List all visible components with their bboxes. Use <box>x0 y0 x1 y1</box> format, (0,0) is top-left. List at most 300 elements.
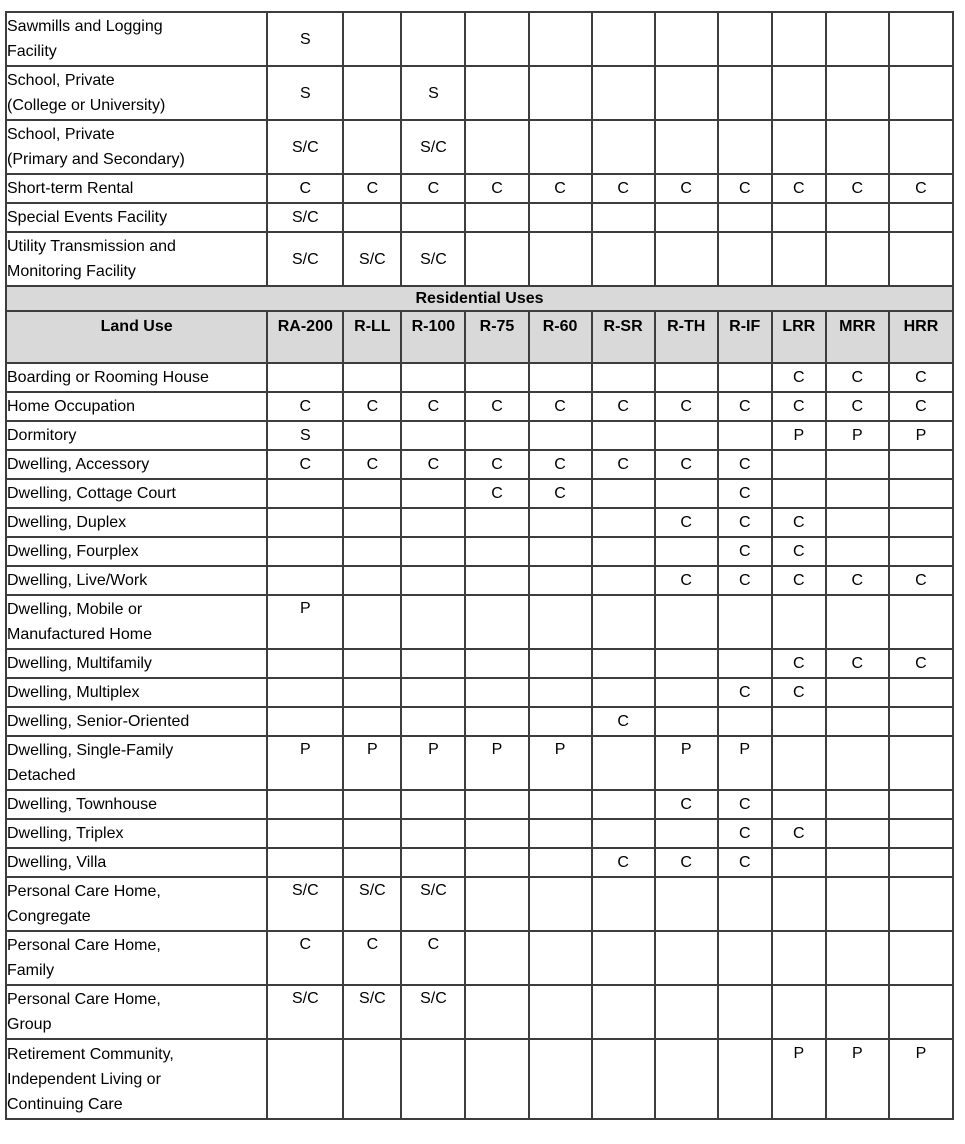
permission-cell <box>529 985 592 1039</box>
permission-cell <box>826 450 889 479</box>
land-use-cell <box>6 66 267 120</box>
permission-cell <box>343 707 401 736</box>
land-use-cell <box>6 421 267 450</box>
permission-cell <box>718 649 772 678</box>
permission-cell <box>826 678 889 707</box>
permission-cell <box>465 985 528 1039</box>
permission-cell: C <box>267 450 343 479</box>
land-use-cell <box>6 479 267 508</box>
permission-cell <box>718 12 772 66</box>
permission-cell <box>592 595 655 649</box>
permission-cell: C <box>889 649 953 678</box>
permission-cell <box>826 66 889 120</box>
permission-cell: C <box>401 174 465 203</box>
permission-cell <box>826 707 889 736</box>
permission-cell <box>826 790 889 819</box>
permission-cell <box>529 66 592 120</box>
permission-cell <box>465 877 528 931</box>
land-use-cell <box>6 819 267 848</box>
permission-cell <box>718 985 772 1039</box>
permission-cell: C <box>772 508 826 537</box>
permission-cell <box>592 931 655 985</box>
table-row <box>6 66 953 120</box>
permission-cell <box>465 819 528 848</box>
permission-cell: S <box>401 66 465 120</box>
land-use-label-line: Dwelling, Duplex <box>7 514 127 531</box>
permission-cell: C <box>655 790 718 819</box>
permission-cell <box>826 736 889 790</box>
permission-cell: P <box>529 736 592 790</box>
permission-cell <box>655 595 718 649</box>
permission-cell: C <box>592 707 655 736</box>
permission-cell: C <box>529 174 592 203</box>
permission-cell <box>343 66 401 120</box>
permission-cell <box>529 707 592 736</box>
permission-cell <box>826 819 889 848</box>
permission-cell <box>655 120 718 174</box>
permission-cell <box>267 678 343 707</box>
column-header: R-SR <box>592 311 655 363</box>
permission-cell <box>592 790 655 819</box>
land-use-cell <box>6 392 267 421</box>
column-header: MRR <box>826 311 889 363</box>
permission-cell <box>529 508 592 537</box>
permission-cell: S/C <box>343 232 401 286</box>
land-use-cell <box>6 985 267 1039</box>
permission-cell: C <box>718 450 772 479</box>
permission-cell: C <box>655 848 718 877</box>
permission-cell <box>592 566 655 595</box>
permission-cell <box>889 232 953 286</box>
land-use-cell <box>6 537 267 566</box>
permission-cell <box>592 363 655 392</box>
permission-cell: C <box>655 392 718 421</box>
permission-cell <box>889 819 953 848</box>
table-row <box>6 479 953 508</box>
permission-cell <box>655 678 718 707</box>
permission-cell: C <box>401 450 465 479</box>
permission-cell: C <box>401 931 465 985</box>
permission-cell: P <box>267 736 343 790</box>
permission-cell: C <box>772 174 826 203</box>
permission-cell: C <box>718 537 772 566</box>
permission-cell: C <box>772 392 826 421</box>
table-row <box>6 203 953 232</box>
permission-cell <box>529 595 592 649</box>
permission-cell: C <box>772 363 826 392</box>
permission-cell <box>529 363 592 392</box>
table-row <box>6 790 953 819</box>
land-use-cell <box>6 450 267 479</box>
table-row <box>6 232 953 286</box>
permission-cell: C <box>718 790 772 819</box>
land-use-label-line: Dwelling, Single-Family <box>7 742 174 759</box>
permission-cell <box>889 678 953 707</box>
permission-cell <box>401 819 465 848</box>
table-row <box>6 595 953 649</box>
permission-cell <box>267 819 343 848</box>
land-use-cell <box>6 678 267 707</box>
permission-cell: C <box>529 450 592 479</box>
permission-cell: C <box>718 819 772 848</box>
land-use-label-line: Special Events Facility <box>7 209 168 226</box>
permission-cell <box>465 203 528 232</box>
table-row <box>6 678 953 707</box>
permission-cell: C <box>267 392 343 421</box>
permission-cell <box>592 203 655 232</box>
permission-cell: C <box>343 450 401 479</box>
section-row <box>6 286 953 311</box>
permission-cell: C <box>718 508 772 537</box>
land-use-cell <box>6 649 267 678</box>
permission-cell: C <box>889 363 953 392</box>
land-use-cell <box>6 595 267 649</box>
permission-cell <box>267 537 343 566</box>
table-body-residential <box>6 363 953 1119</box>
permission-cell <box>826 12 889 66</box>
table-row <box>6 707 953 736</box>
permission-cell: C <box>772 649 826 678</box>
permission-cell <box>889 537 953 566</box>
permission-cell <box>592 232 655 286</box>
permission-cell: P <box>401 736 465 790</box>
land-use-label-line: Dwelling, Townhouse <box>7 796 158 813</box>
land-use-cell <box>6 566 267 595</box>
permission-cell <box>343 363 401 392</box>
permission-cell <box>401 363 465 392</box>
permission-cell: C <box>267 931 343 985</box>
permission-cell: S/C <box>343 877 401 931</box>
land-use-cell <box>6 508 267 537</box>
permission-cell <box>465 66 528 120</box>
permission-cell <box>718 203 772 232</box>
permission-cell <box>465 120 528 174</box>
permission-cell <box>592 678 655 707</box>
permission-cell <box>826 203 889 232</box>
permission-cell <box>465 678 528 707</box>
permission-cell <box>889 66 953 120</box>
permission-cell <box>343 12 401 66</box>
permission-cell <box>267 1039 343 1119</box>
permission-cell <box>772 790 826 819</box>
permission-cell <box>267 363 343 392</box>
permission-cell <box>401 508 465 537</box>
permission-cell <box>826 232 889 286</box>
land-use-cell <box>6 931 267 985</box>
permission-cell: C <box>772 566 826 595</box>
land-use-cell <box>6 736 267 790</box>
permission-cell <box>826 931 889 985</box>
permission-cell <box>592 877 655 931</box>
permission-cell <box>826 120 889 174</box>
permission-cell <box>772 848 826 877</box>
permission-cell <box>826 508 889 537</box>
permission-cell <box>592 537 655 566</box>
permission-cell <box>655 819 718 848</box>
permission-cell <box>889 120 953 174</box>
permission-cell <box>655 707 718 736</box>
permission-cell <box>889 508 953 537</box>
permission-cell: S/C <box>267 877 343 931</box>
table-row <box>6 392 953 421</box>
permission-cell <box>529 203 592 232</box>
permission-cell <box>655 537 718 566</box>
table-row <box>6 12 953 66</box>
permission-cell: S/C <box>401 232 465 286</box>
permission-cell: C <box>343 931 401 985</box>
permission-cell <box>401 537 465 566</box>
land-use-label-line: Dwelling, Triplex <box>7 825 124 842</box>
table-row <box>6 566 953 595</box>
permission-cell <box>401 707 465 736</box>
permission-cell: S/C <box>343 985 401 1039</box>
permission-cell <box>718 421 772 450</box>
permission-cell <box>655 421 718 450</box>
permission-cell <box>718 707 772 736</box>
land-use-label-line: Boarding or Rooming House <box>7 369 209 386</box>
permission-cell <box>592 985 655 1039</box>
permission-cell <box>465 232 528 286</box>
permission-cell: P <box>772 1039 826 1119</box>
column-header: R-60 <box>529 311 592 363</box>
permission-cell <box>401 595 465 649</box>
permission-cell <box>592 649 655 678</box>
column-header: R-75 <box>465 311 528 363</box>
permission-cell <box>343 819 401 848</box>
permission-cell: S/C <box>267 232 343 286</box>
permission-cell: P <box>718 736 772 790</box>
permission-cell <box>267 566 343 595</box>
permission-cell: C <box>592 392 655 421</box>
permission-cell <box>401 1039 465 1119</box>
land-use-label-line: Group <box>7 1016 52 1033</box>
permission-cell <box>889 848 953 877</box>
permission-cell <box>889 12 953 66</box>
permission-cell: C <box>889 566 953 595</box>
land-use-label-line: Sawmills and Logging <box>7 18 163 35</box>
land-use-label-line: (Primary and Secondary) <box>7 151 185 168</box>
permission-cell: C <box>529 392 592 421</box>
permission-cell <box>401 790 465 819</box>
land-use-cell <box>6 1039 267 1119</box>
permission-cell: P <box>826 421 889 450</box>
permission-cell: C <box>592 450 655 479</box>
permission-cell: P <box>267 595 343 649</box>
permission-cell <box>772 931 826 985</box>
permission-cell <box>529 931 592 985</box>
permission-cell: C <box>401 392 465 421</box>
permission-cell <box>529 421 592 450</box>
permission-cell <box>826 848 889 877</box>
permission-cell <box>343 566 401 595</box>
permission-cell: C <box>772 678 826 707</box>
permission-cell: C <box>718 392 772 421</box>
permission-cell: C <box>826 363 889 392</box>
permission-cell: C <box>718 678 772 707</box>
land-use-label-line: Dwelling, Fourplex <box>7 543 139 560</box>
column-header-row <box>6 311 953 363</box>
permission-cell <box>465 707 528 736</box>
table-row <box>6 848 953 877</box>
permission-cell: C <box>826 649 889 678</box>
permission-cell <box>655 232 718 286</box>
permission-cell <box>772 877 826 931</box>
land-use-label-line: Dwelling, Cottage Court <box>7 485 176 502</box>
permission-cell: C <box>343 392 401 421</box>
permission-cell <box>655 203 718 232</box>
land-use-label-line: Monitoring Facility <box>7 263 136 280</box>
permission-cell: C <box>655 450 718 479</box>
permission-cell <box>772 595 826 649</box>
permission-cell <box>343 479 401 508</box>
permission-cell: C <box>465 450 528 479</box>
land-use-label-line: (College or University) <box>7 97 166 114</box>
permission-cell <box>655 877 718 931</box>
permission-cell <box>401 421 465 450</box>
land-use-cell <box>6 232 267 286</box>
column-header: Land Use <box>6 311 267 363</box>
land-use-cell <box>6 120 267 174</box>
permission-cell <box>465 649 528 678</box>
permission-cell <box>889 595 953 649</box>
permission-cell <box>889 790 953 819</box>
permission-cell <box>655 479 718 508</box>
permission-cell <box>343 595 401 649</box>
permission-cell <box>401 479 465 508</box>
permission-cell <box>655 66 718 120</box>
permission-cell: C <box>889 392 953 421</box>
permission-cell <box>655 931 718 985</box>
land-use-label-line: Dwelling, Mobile or <box>7 601 143 618</box>
land-use-cell <box>6 877 267 931</box>
permission-cell <box>465 931 528 985</box>
permission-cell: C <box>718 174 772 203</box>
permission-cell <box>401 203 465 232</box>
permission-cell <box>772 450 826 479</box>
permission-cell <box>529 790 592 819</box>
permission-cell: C <box>772 819 826 848</box>
land-use-label-line: Short-term Rental <box>7 180 134 197</box>
land-use-cell <box>6 790 267 819</box>
table-row <box>6 450 953 479</box>
permission-cell: C <box>592 848 655 877</box>
permission-cell <box>401 566 465 595</box>
permission-cell <box>343 678 401 707</box>
permission-cell <box>772 736 826 790</box>
permission-cell <box>592 819 655 848</box>
land-use-label-line: Retirement Community, <box>7 1045 174 1063</box>
permission-cell: P <box>343 736 401 790</box>
section-title: Residential Uses <box>6 286 953 311</box>
permission-cell <box>889 479 953 508</box>
column-header: LRR <box>772 311 826 363</box>
land-use-label-line: Dwelling, Villa <box>7 854 107 871</box>
permission-cell <box>826 985 889 1039</box>
permission-cell <box>826 877 889 931</box>
permission-cell <box>267 848 343 877</box>
land-use-cell <box>6 203 267 232</box>
permission-cell: C <box>655 508 718 537</box>
permission-cell <box>529 1039 592 1119</box>
permission-cell <box>826 595 889 649</box>
land-use-label-line: Utility Transmission and <box>7 238 176 255</box>
permission-cell <box>529 12 592 66</box>
table-row <box>6 819 953 848</box>
permission-cell <box>889 707 953 736</box>
permission-cell <box>267 508 343 537</box>
permission-cell <box>592 1039 655 1119</box>
column-header: R-TH <box>655 311 718 363</box>
permission-cell <box>889 931 953 985</box>
permission-cell <box>826 537 889 566</box>
permission-cell <box>465 595 528 649</box>
permission-cell <box>889 203 953 232</box>
permission-cell: S/C <box>267 203 343 232</box>
permission-cell: S <box>267 12 343 66</box>
land-use-label-line: Manufactured Home <box>7 626 152 643</box>
table-row <box>6 877 953 931</box>
table-row <box>6 174 953 203</box>
table-row <box>6 508 953 537</box>
permission-cell <box>529 537 592 566</box>
permission-cell <box>592 508 655 537</box>
permission-cell <box>529 649 592 678</box>
permission-cell <box>889 985 953 1039</box>
land-use-cell <box>6 707 267 736</box>
land-use-label-line: Independent Living or <box>7 1070 161 1088</box>
table-row <box>6 421 953 450</box>
permission-cell <box>718 120 772 174</box>
permission-cell <box>401 12 465 66</box>
permission-cell <box>718 877 772 931</box>
permission-cell <box>772 66 826 120</box>
permission-cell <box>718 595 772 649</box>
permission-cell <box>267 479 343 508</box>
permission-cell: P <box>465 736 528 790</box>
table-row <box>6 537 953 566</box>
land-use-label-line: Congregate <box>7 908 91 925</box>
permission-cell: C <box>718 566 772 595</box>
table-row <box>6 985 953 1039</box>
permission-cell <box>718 66 772 120</box>
permission-cell <box>465 12 528 66</box>
permission-cell: C <box>465 392 528 421</box>
permission-cell <box>343 1039 401 1119</box>
permission-cell <box>592 12 655 66</box>
land-use-label-line: Dormitory <box>7 427 77 444</box>
permission-cell <box>465 566 528 595</box>
table-body-residential-header <box>6 286 953 363</box>
land-use-cell <box>6 12 267 66</box>
permission-cell <box>401 649 465 678</box>
permission-cell: S/C <box>401 877 465 931</box>
permission-cell <box>592 66 655 120</box>
permission-cell <box>772 120 826 174</box>
permission-cell: C <box>592 174 655 203</box>
land-use-cell <box>6 848 267 877</box>
land-use-label-line: Dwelling, Accessory <box>7 456 150 473</box>
permission-cell <box>529 120 592 174</box>
permission-cell: S/C <box>401 120 465 174</box>
permission-cell: C <box>772 537 826 566</box>
permission-cell <box>343 120 401 174</box>
permission-cell: P <box>889 1039 953 1119</box>
permission-cell <box>772 707 826 736</box>
permission-cell: C <box>465 479 528 508</box>
permission-cell: C <box>718 479 772 508</box>
permission-cell <box>889 450 953 479</box>
permission-cell <box>718 1039 772 1119</box>
